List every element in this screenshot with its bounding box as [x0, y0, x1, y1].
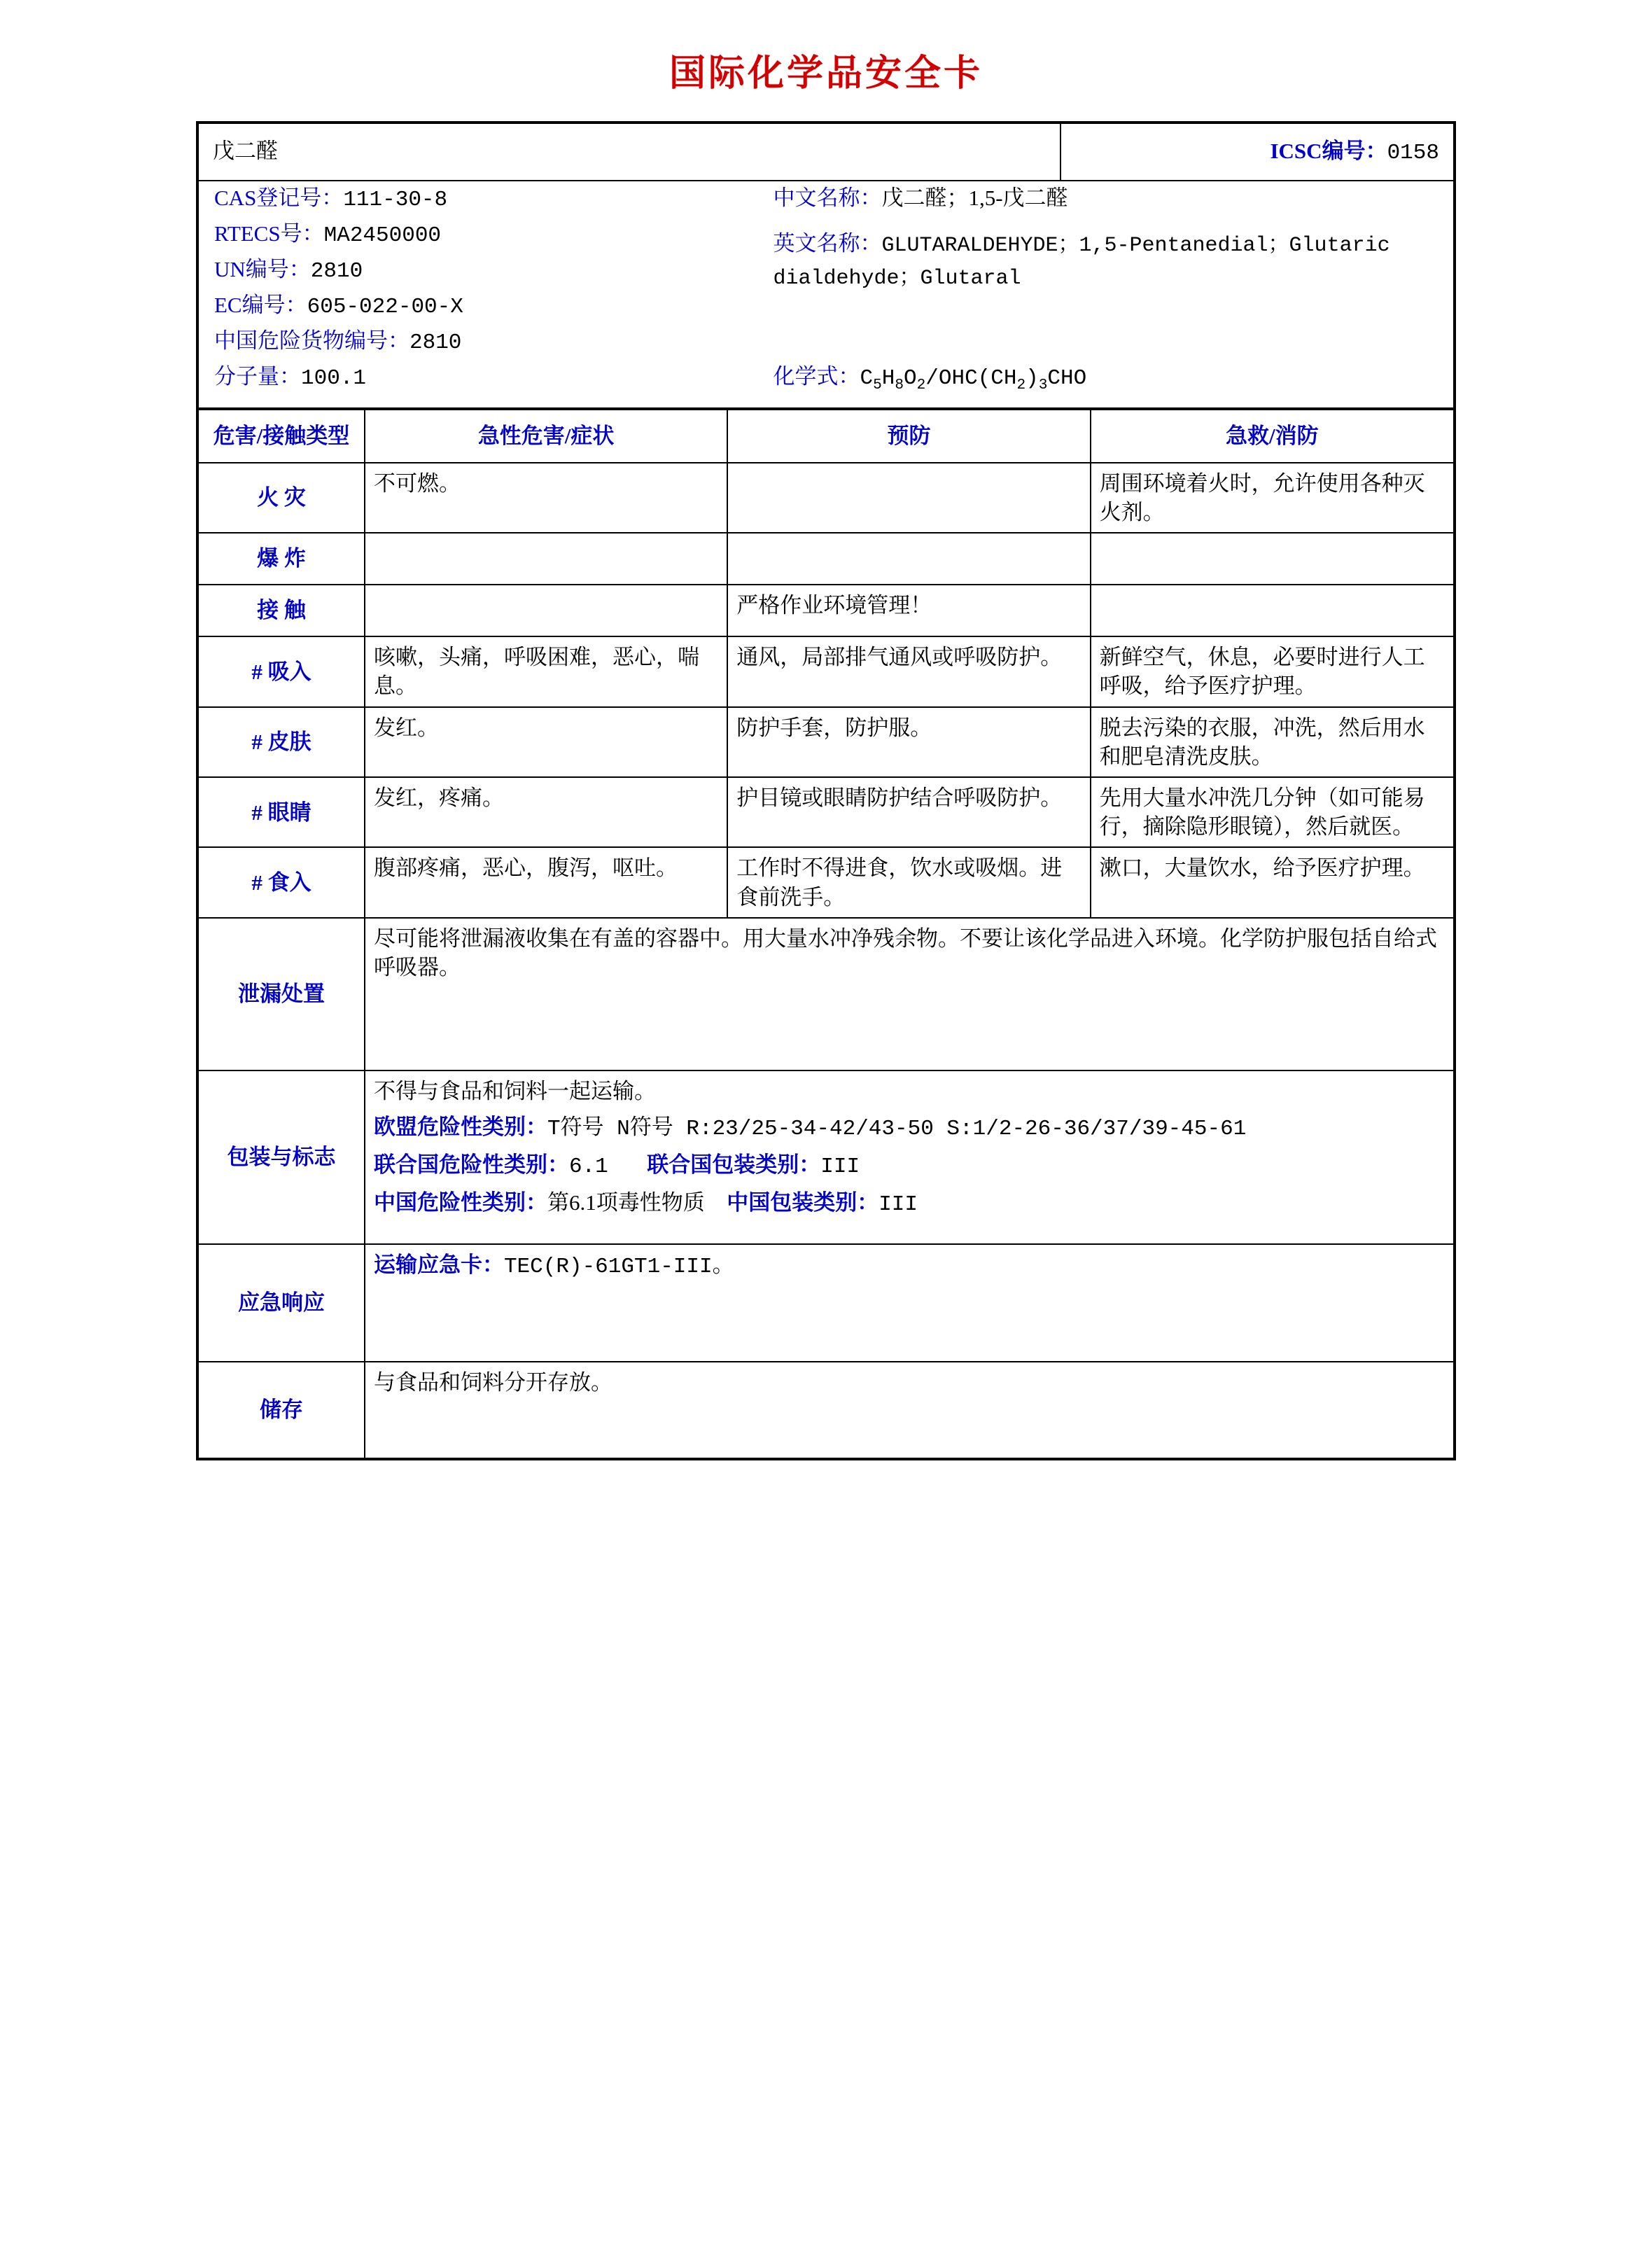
rtecs-label: RTECS号： [214, 221, 324, 246]
english-name-label: 英文名称： [773, 231, 882, 256]
molecular-weight-label: 分子量： [214, 364, 301, 389]
rtecs-row [199, 217, 766, 253]
un-row [199, 253, 766, 288]
row-label-explosion: 爆 炸 [199, 533, 365, 585]
hazard-col-prevention-header: 预防 [727, 410, 1090, 462]
english-name-value: GLUTARALDEHYDE；1,5-Pentanedial；Glutaric dialdehyde；Glutaral [773, 234, 1390, 291]
row-label-eyes: # 眼睛 [199, 777, 365, 847]
table-row [199, 777, 1453, 847]
exposure-prevention: 严格作业环境管理！ [727, 585, 1090, 636]
cn-pack-class-value: III [878, 1192, 918, 1218]
ingestion-firstaid: 漱口，大量饮水，给予医疗护理。 [1091, 847, 1453, 917]
ec-row [199, 288, 766, 324]
card-header-table [199, 124, 1453, 181]
exposure-firstaid [1091, 585, 1453, 636]
eu-hazard-value: T符号 N符号 R:23/25-34-42/43-50 S:1/2-26-36/37/39-45-61 [547, 1117, 1247, 1142]
table-row [199, 847, 1453, 917]
un-value: 2810 [310, 259, 363, 284]
packaging-eu-line [374, 1112, 1445, 1143]
packaging-content [365, 1070, 1453, 1244]
table-row [199, 636, 1453, 706]
eu-hazard-label: 欧盟危险性类别： [373, 1115, 547, 1140]
inhalation-acute: 咳嗽，头痛，呼吸困难，恶心，喘息。 [365, 636, 727, 706]
icsc-label: ICSC编号： [1270, 139, 1387, 163]
cas-value: 111-30-8 [343, 188, 448, 213]
hazard-col-acute-header: 急性危害/症状 [365, 410, 727, 462]
chinese-name-label: 中文名称： [773, 186, 882, 211]
transport-emergency-card-value: TEC(R)-61GT1-III。 [503, 1254, 734, 1279]
ingestion-prevention: 工作时不得进食，饮水或吸烟。进食前洗手。 [727, 847, 1090, 917]
table-row [199, 533, 1453, 585]
identity-row-2 [199, 217, 1453, 253]
un-label: UN编号： [214, 257, 311, 282]
skin-acute: 发红。 [365, 707, 727, 777]
un-hazard-class-label: 联合国危险性类别： [373, 1152, 569, 1178]
inhalation-prevention: 通风，局部排气通风或呼吸防护。 [727, 636, 1090, 706]
section-label-emergency: 应急响应 [199, 1244, 365, 1362]
identity-row-6 [199, 360, 1453, 407]
cas-label: CAS登记号： [214, 186, 344, 211]
cn-dangerous-goods-row [199, 324, 766, 360]
exposure-acute [365, 585, 727, 636]
icsc-value: 0158 [1387, 141, 1439, 165]
table-row [199, 1070, 1453, 1244]
fire-prevention [727, 463, 1090, 533]
packaging-cn-line [374, 1188, 1445, 1219]
cn-hazard-class-label: 中国危险性类别： [373, 1190, 547, 1215]
eyes-firstaid: 先用大量水冲洗几分钟（如可能易行，摘除隐形眼镜），然后就医。 [1091, 777, 1453, 847]
hazard-col-type-header: 危害/接触类型 [199, 410, 365, 462]
table-row [199, 1244, 1453, 1362]
row-label-exposure: 接 触 [199, 585, 365, 636]
un-hazard-class-value: 6.1 [568, 1155, 608, 1180]
ec-label: EC编号： [214, 293, 307, 318]
skin-firstaid: 脱去污染的衣服，冲洗，然后用水和肥皂清洗皮肤。 [1091, 707, 1453, 777]
fire-firstaid: 周围环境着火时，允许使用各种灭火剂。 [1091, 463, 1453, 533]
row-label-inhalation: # 吸入 [199, 636, 365, 706]
cn-dangerous-goods-value: 2810 [410, 330, 462, 356]
formula-value: $C_5H_8O_2/OHC(CH_2)_3CHO$ [860, 366, 1087, 394]
identity-row-1 [199, 181, 1453, 217]
transport-emergency-card-label: 运输应急卡： [373, 1252, 504, 1277]
page-title: 国际化学品安全卡 [668, 53, 983, 95]
section-label-spill: 泄漏处置 [199, 918, 365, 1070]
storage-text: 与食品和饲料分开存放。 [365, 1362, 1453, 1458]
identity-spacer [766, 324, 1453, 360]
formula-label: 化学式： [773, 364, 860, 389]
row-label-fire: 火 灾 [199, 463, 365, 533]
inhalation-firstaid: 新鲜空气，休息，必要时进行人工呼吸，给予医疗护理。 [1091, 636, 1453, 706]
ingestion-acute: 腹部疼痛，恶心，腹泻，呕吐。 [365, 847, 727, 917]
table-row [199, 1362, 1453, 1458]
chinese-name-value: 戊二醛；1,5-戊二醛 [881, 186, 1068, 211]
row-label-ingestion: # 食入 [199, 847, 365, 917]
explosion-prevention [727, 533, 1090, 585]
explosion-firstaid [1091, 533, 1453, 585]
ec-value: 605-022-00-X [307, 295, 463, 320]
explosion-acute [365, 533, 727, 585]
header-row [199, 124, 1453, 181]
cn-dangerous-goods-label: 中国危险货物编号： [214, 328, 410, 354]
hazard-header-row [199, 410, 1453, 462]
cn-hazard-class-value: 第6.1项毒性物质 [547, 1190, 705, 1215]
english-name-row [766, 217, 1453, 324]
cn-pack-class-label: 中国包装类别： [727, 1190, 879, 1215]
eyes-acute: 发红，疼痛。 [365, 777, 727, 847]
substance-name: 戊二醛 [199, 124, 1060, 181]
table-row [199, 585, 1453, 636]
molecular-weight-value: 100.1 [301, 366, 367, 391]
table-row [199, 707, 1453, 777]
section-label-storage: 储存 [199, 1362, 365, 1458]
molecular-weight-row [199, 360, 766, 407]
icsc-number-cell [1060, 124, 1453, 181]
identity-row-5 [199, 324, 1453, 360]
packaging-un-line [374, 1150, 1445, 1181]
rtecs-value: MA2450000 [323, 223, 442, 249]
formula-row [766, 360, 1453, 407]
table-row [199, 463, 1453, 533]
row-label-skin: # 皮肤 [199, 707, 365, 777]
hazard-table [199, 409, 1453, 1457]
hazard-col-firstaid-header: 急救/消防 [1091, 410, 1453, 462]
un-pack-class-value: III [820, 1155, 860, 1180]
table-row [199, 918, 1453, 1070]
eyes-prevention: 护目镜或眼睛防护结合呼吸防护。 [727, 777, 1090, 847]
skin-prevention: 防护手套，防护服。 [727, 707, 1090, 777]
emergency-content [365, 1244, 1453, 1362]
safety-card [196, 121, 1456, 1460]
identity-block [199, 181, 1453, 409]
packaging-line-1: 不得与食品和饲料一起运输。 [373, 1078, 656, 1103]
section-label-packaging: 包装与标志 [199, 1070, 365, 1244]
spill-text: 尽可能将泄漏液收集在有盖的容器中。用大量水冲净残余物。不要让该化学品进入环境。化学防护服包括自给式呼吸器。 [365, 918, 1453, 1070]
cas-row [199, 181, 766, 217]
fire-acute: 不可燃。 [365, 463, 727, 533]
chinese-name-row [766, 181, 1453, 217]
identity-table [199, 181, 1453, 407]
un-pack-class-label: 联合国包装类别： [647, 1152, 821, 1178]
